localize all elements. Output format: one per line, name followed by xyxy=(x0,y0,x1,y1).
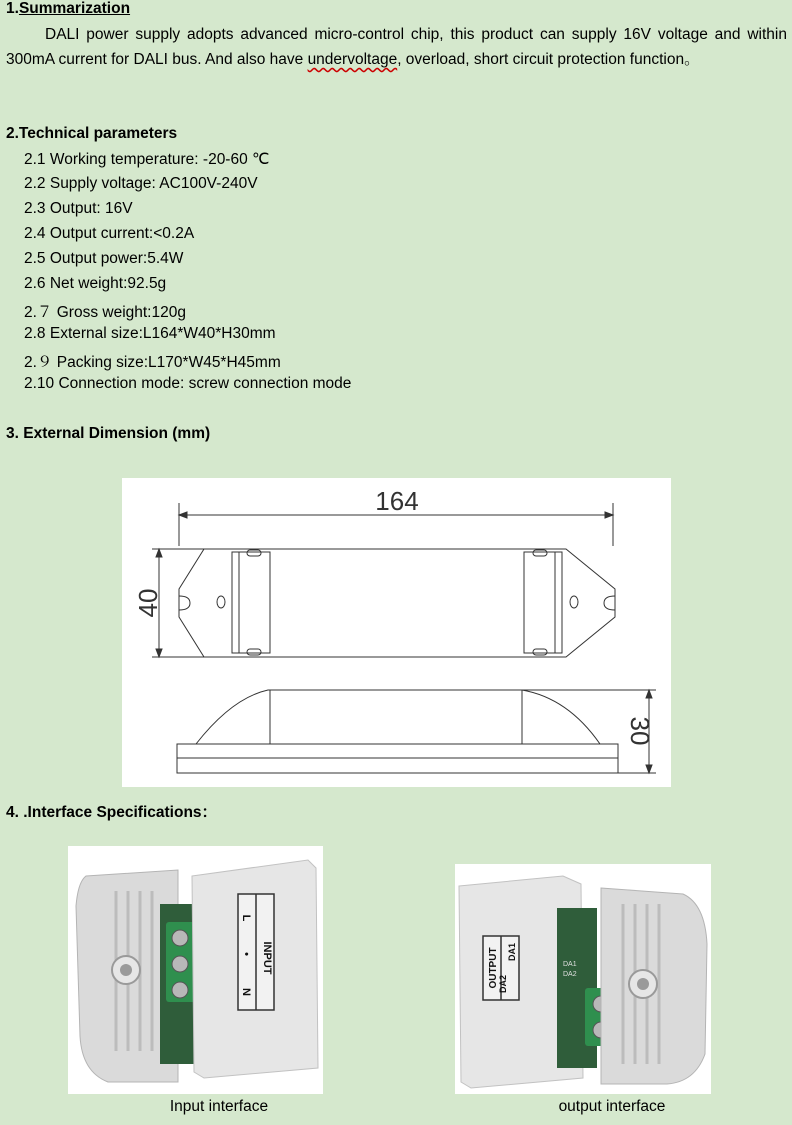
clip-bottom-right xyxy=(533,649,547,655)
param-working-temperature: 2.1 Working temperature: -20-60 ℃ xyxy=(24,151,270,168)
summary-text-end: , overload, short circuit protection function。 xyxy=(397,51,700,68)
output-terminal-da1: DA1 xyxy=(507,942,517,962)
param-supply-voltage: 2.2 Supply voltage: AC100V-240V xyxy=(24,175,258,192)
output-interface-caption: output interface xyxy=(558,1098,666,1115)
output-label-title: OUTPUT xyxy=(488,947,499,989)
input-interface-caption: Input interface xyxy=(169,1098,269,1115)
param-output: 2.3 Output: 16V xyxy=(24,200,133,217)
param-packing-size: 2.９ Packing size:L170*W45*H45mm xyxy=(24,354,281,371)
length-label: 164 xyxy=(375,486,419,516)
section-1-heading xyxy=(6,0,130,18)
height-arrow-top xyxy=(646,690,652,698)
input-terminal-dot: • xyxy=(240,952,252,956)
input-photo-svg xyxy=(68,846,323,1094)
width-arrow-top xyxy=(156,549,162,557)
section-4-heading: 4. .Interface Specifications： xyxy=(6,804,218,821)
param-net-weight: 2.6 Net weight:92.5g xyxy=(24,275,167,292)
section-3-heading: 3. External Dimension (mm) xyxy=(6,425,211,442)
input-screw-2 xyxy=(172,956,188,972)
mount-hole-right xyxy=(570,596,578,608)
output-board-mark-da1: DA1 xyxy=(563,961,577,968)
input-screw-1 xyxy=(172,930,188,946)
output-board-mark-da2: DA2 xyxy=(563,971,577,978)
mount-hole-left xyxy=(217,596,225,608)
clip-bottom-left xyxy=(247,649,261,655)
end-cap-right xyxy=(524,552,562,653)
mount-slot-left xyxy=(179,596,190,610)
height-label: 30 xyxy=(625,716,655,746)
section-1-number: 1. xyxy=(6,0,19,17)
length-arrow-right xyxy=(605,512,613,518)
param-external-size: 2.8 External size:L164*W40*H30mm xyxy=(24,325,276,342)
input-label-title: INPUT xyxy=(261,941,273,975)
width-label: 40 xyxy=(133,588,163,618)
clip-top-left xyxy=(247,550,261,556)
mount-slot-right xyxy=(604,596,615,610)
output-terminal-da2: DA2 xyxy=(498,974,508,994)
summary-underlined-word: undervoltage xyxy=(307,51,398,68)
input-interface-photo xyxy=(68,846,323,1094)
section-1-title: Summarization xyxy=(18,0,131,17)
top-view-outline xyxy=(179,549,615,657)
summary-paragraph xyxy=(6,22,787,72)
input-mount-hole xyxy=(120,964,132,976)
dimension-drawing-svg xyxy=(122,478,671,787)
param-output-power: 2.5 Output power:5.4W xyxy=(24,250,184,267)
param-output-current: 2.4 Output current:<0.2A xyxy=(24,225,195,242)
input-terminal-l: L xyxy=(240,914,252,922)
section-2-heading: 2.Technical parameters xyxy=(6,125,178,142)
width-arrow-bottom xyxy=(156,649,162,657)
input-screw-3 xyxy=(172,982,188,998)
end-cap-left xyxy=(232,552,270,653)
param-connection-mode: 2.10 Connection mode: screw connection mode xyxy=(24,375,352,392)
clip-top-right xyxy=(533,550,547,556)
input-terminal-n: N xyxy=(240,988,252,996)
dimension-drawing xyxy=(122,478,671,787)
output-mount-hole xyxy=(637,978,649,990)
length-arrow-left xyxy=(179,512,187,518)
output-photo-svg xyxy=(455,864,711,1094)
side-view-housing xyxy=(196,690,600,744)
param-gross-weight: 2.７ Gross weight:120g xyxy=(24,304,186,321)
summary-text-start: DALI power supply adopts advanced micro-control chip, this product can supply 16V voltage and within 300mA current for DALI bus. And also have xyxy=(6,26,787,68)
height-arrow-bottom xyxy=(646,765,652,773)
output-interface-photo xyxy=(455,864,711,1094)
